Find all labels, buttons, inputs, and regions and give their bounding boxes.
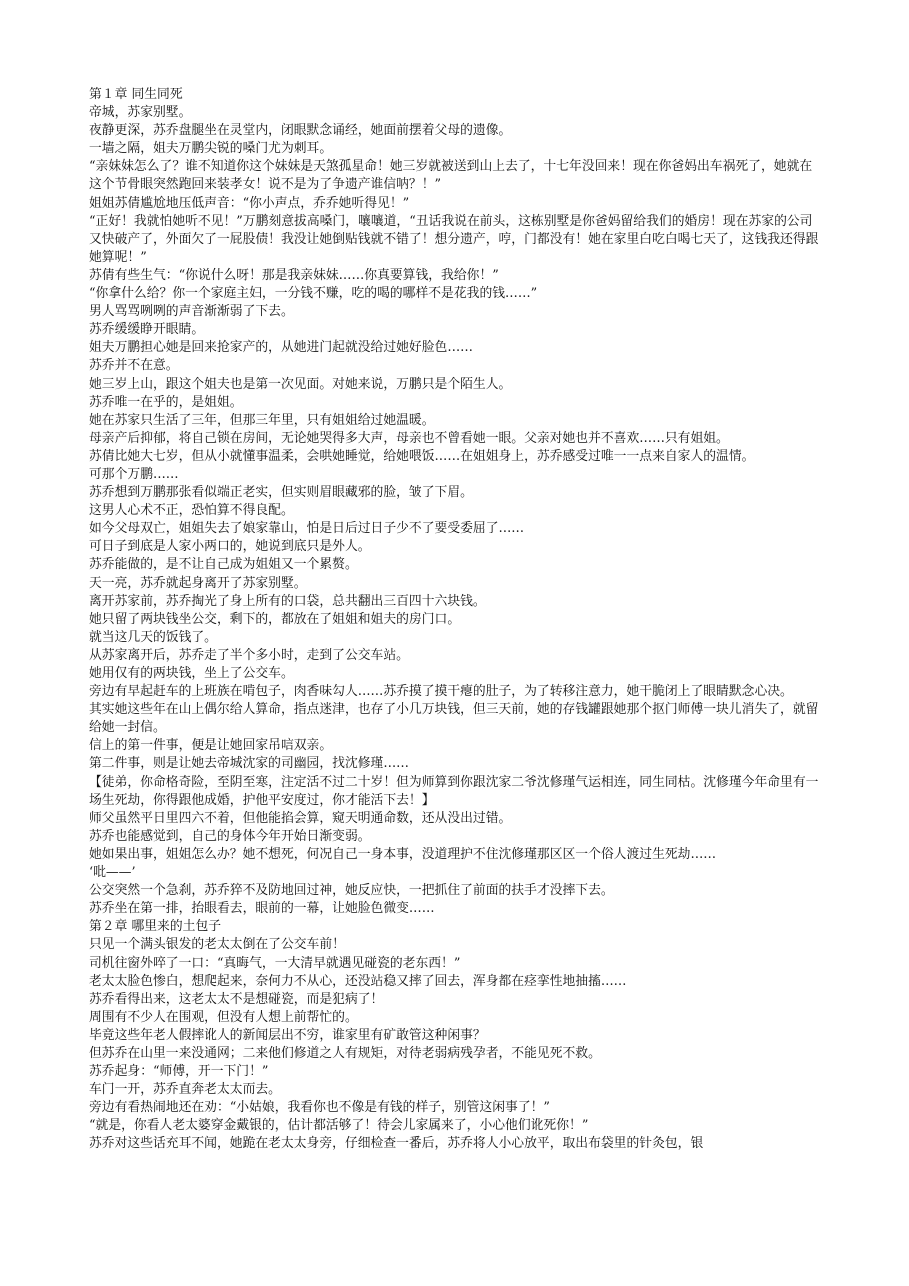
chapter-heading: 第１章 同生同死 xyxy=(89,87,183,102)
paragraph: 姐姐苏倩尴尬地压低声音：“你小声点，乔乔她听得见！” xyxy=(89,195,410,211)
paragraph: 如今父母双亡，姐姐失去了娘家靠山，怕是日后过日子少不了要受委屈了…… xyxy=(89,521,525,537)
paragraph: 一墙之隔，姐夫万鹏尖锐的嗓门尤为刺耳。 xyxy=(89,141,333,157)
paragraph: 这男人心术不正，恐怕算不得良配。 xyxy=(89,503,294,519)
paragraph: 离开苏家前，苏乔掏光了身上所有的口袋，总共翻出三百四十六块钱。 xyxy=(89,593,486,609)
paragraph: 苏倩比她大七岁，但从小就懂事温柔，会哄她睡觉，给她喂饭……在姐姐身上，苏乔感受过唯一一点来自家人的温情。 xyxy=(89,448,755,464)
paragraph: 苏乔能做的，是不让自己成为姐姐又一个累赘。 xyxy=(89,557,358,573)
paragraph: 苏倩有些生气：“你说什么呀！那是我亲妹妹……你真要算钱，我给你！” xyxy=(89,267,499,283)
document-body xyxy=(89,86,824,1154)
paragraph: 其实她这些年在山上偶尔给人算命，指点迷津，也存了小几万块钱，但三天前，她的存钱罐跟她那个抠门师傅一块儿消失了，就留给她一封信。 xyxy=(89,702,819,736)
paragraph: 从苏家离开后，苏乔走了半个多小时，走到了公交车站。 xyxy=(89,647,409,663)
paragraph: 周围有不少人在围观，但没有人想上前帮忙的。 xyxy=(89,1009,358,1025)
paragraph: 车门一开，苏乔直奔老太太而去。 xyxy=(89,1082,281,1098)
paragraph: 可日子到底是人家小两口的，她说到底只是外人。 xyxy=(89,539,371,555)
paragraph: “亲妹妹怎么了？谁不知道你这个妹妹是天煞孤星命！她三岁就被送到山上去了，十七年没回来！现在你爸妈出车祸死了，她就在这个节骨眼突然跑回来装孝女！说不是为了争遗产谁信呐？！” xyxy=(89,159,813,193)
paragraph: 信上的第一件事，便是让她回家吊唁双亲。 xyxy=(89,738,333,754)
paragraph: 母亲产后抑郁，将自己锁在房间，无论她哭得多大声，母亲也不曾看她一眼。父亲对她也并不喜欢……只有姐姐。 xyxy=(89,430,729,446)
chapter-heading: 第２章 哪里来的土包子 xyxy=(89,919,222,935)
paragraph: 苏乔坐在第一排，抬眼看去，眼前的一幕，让她脸色微变…… xyxy=(89,901,435,917)
paragraph: 旁边有早起赶车的上班族在啃包子，肉香味勾人……苏乔摸了摸干瘪的肚子，为了转移注意力，她干脆闭上了眼睛默念心决。 xyxy=(89,684,793,700)
paragraph: 师父虽然平日里四六不着，但他能掐会算，窥天明通命数，还从没出过错。 xyxy=(89,810,512,826)
paragraph: 苏乔对这些话充耳不闻，她跪在老太太身旁，仔细检查一番后，苏乔将人小心放平，取出布袋里的针灸包，银 xyxy=(89,1136,704,1152)
paragraph: 司机往窗外啐了一口：“真晦气，一大清早就遇见碰瓷的老东西！” xyxy=(89,955,461,971)
paragraph: 苏乔想到万鹏那张看似端正老实，但实则眉眼藏邪的脸，皱了下眉。 xyxy=(89,485,473,501)
paragraph: 毕竟这些年老人假摔讹人的新闻层出不穷，谁家里有矿敢管这种闲事？ xyxy=(89,1027,486,1043)
paragraph: 男人骂骂咧咧的声音渐渐弱了下去。 xyxy=(89,304,294,320)
paragraph: 她在苏家只生活了三年，但那三年里，只有姐姐给过她温暖。 xyxy=(89,412,435,428)
paragraph: 苏乔看得出来，这老太太不是想碰瓷，而是犯病了！ xyxy=(89,991,384,1007)
paragraph: 老太太脸色惨白，想爬起来，奈何力不从心，还没站稳又摔了回去，浑身都在痉挛性地抽搐…… xyxy=(89,973,627,989)
paragraph: 天一亮，苏乔就起身离开了苏家别墅。 xyxy=(89,575,307,591)
paragraph: 旁边有看热闹地还在劝：“小姑娘，我看你也不像是有钱的样子，别管这闲事了！” xyxy=(89,1100,550,1116)
paragraph: 苏乔唯一在乎的，是姐姐。 xyxy=(89,394,243,410)
paragraph: 她如果出事，姐姐怎么办？她不想死，何况自己一身本事，没道理护不住沈修瑾那区区一个俗人渡过生死劫…… xyxy=(89,846,717,862)
paragraph: 【徒弟，你命格奇险，至阴至寒，注定活不过二十岁！但为师算到你跟沈家二爷沈修瑾气运相连，同生同枯。沈修瑾今年命里有一场生死劫，你得跟他成婚，护他平安度过，你才能活下去！】 xyxy=(89,774,819,808)
paragraph: 帝城，苏家别墅。 xyxy=(89,105,192,121)
paragraph: 苏乔起身：“师傅，开一下门！” xyxy=(89,1064,269,1080)
paragraph: 苏乔并不在意。 xyxy=(89,358,179,374)
paragraph: “你拿什么给？你一个家庭主妇，一分钱不赚，吃的喝的哪样不是花我的钱……” xyxy=(89,286,538,302)
paragraph: ‘吡——’ xyxy=(89,865,136,881)
paragraph: 她用仅有的两块钱，坐上了公交车。 xyxy=(89,666,294,681)
paragraph: 只见一个满头银发的老太太倒在了公交车前！ xyxy=(89,937,345,953)
paragraph: 但苏乔在山里一来没通网；二来他们修道之人有规矩，对待老弱病残孕者，不能见死不救。 xyxy=(89,1045,601,1061)
paragraph: 夜静更深，苏乔盘腿坐在灵堂内，闭眼默念诵经，她面前摆着父母的遗像。 xyxy=(89,123,512,139)
paragraph: “就是，你看人老太婆穿金戴银的，估计都活够了！待会儿家属来了，小心他们讹死你！” xyxy=(89,1118,589,1134)
paragraph: 苏乔也能感觉到，自己的身体今年开始日渐变弱。 xyxy=(89,828,371,844)
paragraph: 她只留了两块钱坐公交，剩下的，都放在了姐姐和姐夫的房门口。 xyxy=(89,611,461,627)
paragraph: 第二件事，则是让她去帝城沈家的司幽园，找沈修瑾…… xyxy=(89,756,409,772)
paragraph: “正好！我就怕她听不见！”万鹏刻意拔高嗓门，嚷嚷道，“丑话我说在前头，这栋别墅是你爸妈留给我们的婚房！现在苏家的公司又快破产了，外面欠了一屁股债！我没让她倒贴钱就不错了！想分遗产，哼，门都没有！她在家里白吃白喝七天了，这钱我还得跟她算呢！” xyxy=(89,213,819,265)
paragraph: 苏乔缓缓睁开眼睛。 xyxy=(89,322,205,338)
paragraph: 她三岁上山，跟这个姐夫也是第一次见面。对她来说，万鹏只是个陌生人。 xyxy=(89,376,512,392)
paragraph: 姐夫万鹏担心她是回来抢家产的，从她进门起就没给过她好脸色…… xyxy=(89,340,473,356)
paragraph: 公交突然一个急刹，苏乔猝不及防地回过神，她反应快，一把抓住了前面的扶手才没摔下去。 xyxy=(89,883,614,899)
paragraph: 可那个万鹏…… xyxy=(89,466,179,482)
paragraph: 就当这几天的饭钱了。 xyxy=(89,629,217,645)
